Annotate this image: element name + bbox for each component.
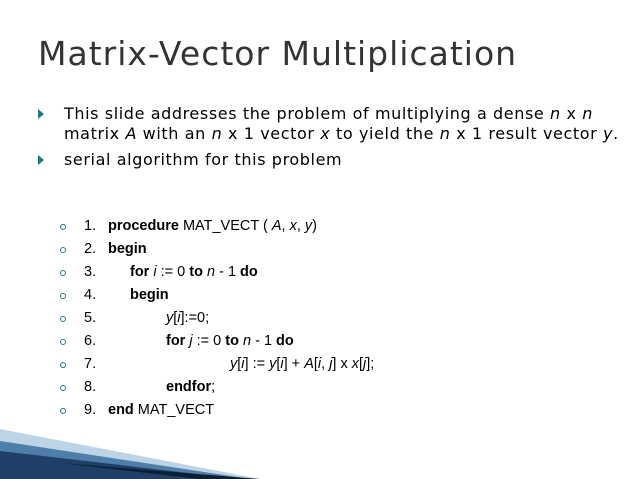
text-run: for — [166, 333, 186, 349]
circle-bullet-icon — [60, 224, 66, 230]
text-run: ] := — [244, 356, 270, 372]
text-run: x 1 vector — [222, 124, 321, 143]
text-run: [ — [173, 310, 178, 326]
text-run: with an — [137, 124, 212, 143]
text-run: procedure — [108, 218, 179, 234]
bullet-text — [64, 104, 619, 143]
line-number: 4. — [84, 287, 97, 303]
text-run: := 0 — [156, 264, 190, 280]
text-run: n — [206, 264, 216, 280]
text-run: A — [271, 218, 282, 234]
text-run: , — [321, 356, 330, 372]
code-text — [130, 261, 258, 284]
text-run: n — [439, 124, 451, 143]
bullet-list — [38, 104, 623, 176]
code-text — [230, 353, 374, 376]
text-run: ; — [211, 379, 216, 395]
code-text — [130, 284, 169, 307]
text-run: i — [177, 310, 181, 326]
text-run: x 1 result vector — [450, 124, 604, 143]
text-run: MAT_VECT — [133, 402, 215, 418]
text-run: y — [166, 310, 174, 326]
line-number: 5. — [84, 310, 97, 326]
text-run: - 1 — [251, 333, 277, 349]
text-run: MAT_VECT ( — [178, 218, 272, 234]
text-run: n — [582, 104, 593, 123]
text-run: for — [130, 264, 150, 280]
text-run: to — [225, 333, 239, 349]
text-run: matrix — [64, 124, 126, 143]
text-run: x — [351, 356, 360, 372]
line-number: 9. — [84, 402, 97, 418]
text-run: y — [304, 218, 313, 234]
code-text — [166, 330, 294, 353]
circle-bullet-icon — [60, 293, 66, 299]
text-run: - 1 — [215, 264, 241, 280]
text-run: j — [329, 356, 333, 372]
text-run: [ — [276, 356, 281, 372]
code-text — [166, 307, 209, 330]
text-run: [ — [359, 356, 364, 372]
text-run: serial algorithm for this problem — [64, 150, 343, 169]
circle-bullet-icon — [60, 362, 66, 368]
circle-bullet-icon — [60, 316, 66, 322]
text-run: A — [125, 124, 137, 143]
text-run: do — [276, 333, 294, 349]
text-run: endfor — [166, 379, 212, 395]
line-number: 1. — [84, 218, 97, 234]
text-run: x — [289, 218, 297, 234]
bullet-item — [38, 150, 623, 170]
line-number: 8. — [84, 379, 97, 395]
code-text — [108, 238, 147, 261]
text-run: := 0 — [192, 333, 226, 349]
text-run: j — [363, 356, 367, 372]
text-run: begin — [108, 241, 147, 257]
bullet-item — [38, 104, 623, 144]
text-run: n — [242, 333, 252, 349]
text-run: [ — [313, 356, 318, 372]
code-text — [108, 215, 317, 238]
text-run: , — [296, 218, 305, 234]
text-run: y — [230, 356, 238, 372]
text-run: . — [613, 124, 619, 143]
circle-bullet-icon — [60, 247, 66, 253]
text-run: ] x — [332, 356, 352, 372]
text-run: x — [560, 104, 583, 123]
line-number: 6. — [84, 333, 97, 349]
text-run: i — [241, 356, 245, 372]
text-run: begin — [130, 287, 169, 303]
text-run: ) — [312, 218, 317, 234]
slide-title: Matrix-Vector Multiplication — [38, 34, 518, 73]
text-run: n — [211, 124, 223, 143]
text-run: to — [189, 264, 203, 280]
text-run: y — [603, 124, 614, 143]
text-run: to yield the — [330, 124, 440, 143]
text-run: This slide addresses the problem of multiplying a dense — [64, 104, 551, 123]
text-run: , — [281, 218, 290, 234]
bullet-arrow-icon — [38, 155, 44, 165]
text-run: do — [240, 264, 258, 280]
text-run: n — [550, 104, 561, 123]
bullet-text — [64, 150, 342, 169]
text-run: x — [320, 124, 331, 143]
text-run: end — [108, 402, 134, 418]
text-run: i — [153, 264, 157, 280]
line-number: 3. — [84, 264, 97, 280]
corner-decoration — [0, 389, 260, 479]
text-run: j — [189, 333, 193, 349]
text-run: i — [317, 356, 322, 372]
text-run: y — [269, 356, 277, 372]
text-run: [ — [237, 356, 242, 372]
text-run: i — [280, 356, 284, 372]
line-number: 7. — [84, 356, 97, 372]
text-run: ] + — [283, 356, 305, 372]
circle-bullet-icon — [60, 270, 66, 276]
circle-bullet-icon — [60, 339, 66, 345]
text-run: ]:=0; — [180, 310, 210, 326]
bullet-arrow-icon — [38, 109, 44, 119]
text-run: A — [304, 356, 314, 372]
text-run: ]; — [366, 356, 375, 372]
line-number: 2. — [84, 241, 97, 257]
